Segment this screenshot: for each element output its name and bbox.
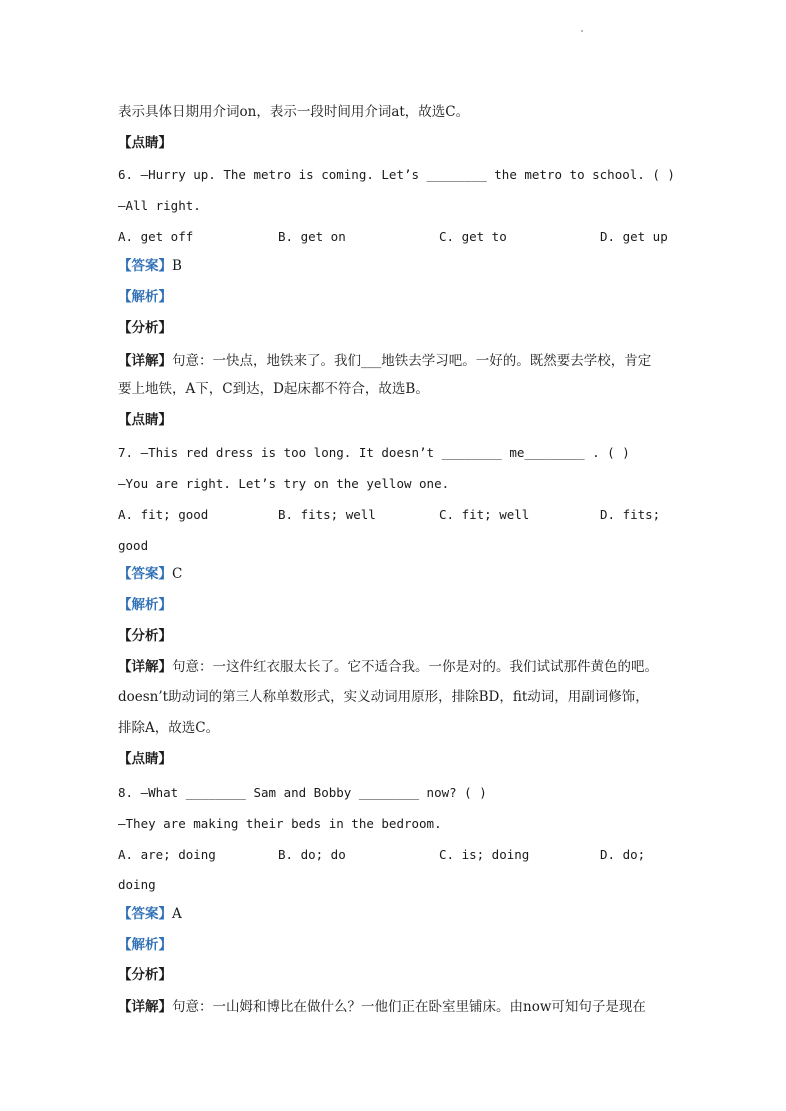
q8-option-wrap: doing bbox=[118, 877, 156, 892]
q7-option-d[interactable]: D. fits; bbox=[600, 507, 661, 522]
q8-stem: 8. —What ________ Sam and Bobby ________ now? ( ) bbox=[118, 785, 487, 800]
q8-fenxi-label: 【分析】 bbox=[118, 967, 172, 983]
q6-option-b[interactable]: B. get on bbox=[278, 229, 346, 244]
q7-detail-line1 bbox=[118, 658, 658, 676]
q7-option-c[interactable]: C. fit; well bbox=[439, 507, 530, 522]
q7-option-wrap: good bbox=[118, 538, 149, 553]
q8-reply: —They are making their beds in the bedroom. bbox=[118, 816, 442, 831]
dianjing-label: 【点睛】 bbox=[118, 135, 172, 151]
q6-detail-line1 bbox=[118, 352, 651, 370]
answer-label: 【答案】 bbox=[118, 258, 172, 274]
q8-answer-value: A bbox=[172, 906, 182, 922]
answer-label: 【答案】 bbox=[118, 566, 172, 582]
q6-detail-text1: 句意：一快点，地铁来了。我们___地铁去学习吧。一好的。既然要去学校，肯定 bbox=[172, 353, 652, 369]
q7-dianjing-label: 【点睛】 bbox=[118, 751, 172, 767]
q8-xiangjie-label: 【详解】 bbox=[118, 999, 172, 1015]
q6-jiexi-label: 【解析】 bbox=[118, 289, 172, 305]
q6-xiangjie-label: 【详解】 bbox=[118, 353, 172, 369]
q6-detail-line2: 要上地铁，A下，C到达，D起床都不符合，故选B。 bbox=[118, 381, 429, 397]
q8-answer bbox=[118, 905, 182, 923]
q7-xiangjie-label: 【详解】 bbox=[118, 659, 172, 675]
q6-option-d[interactable]: D. get up bbox=[600, 229, 668, 244]
q7-answer-value: C bbox=[172, 566, 183, 582]
q6-dianjing-label: 【点睛】 bbox=[118, 412, 172, 428]
q6-answer bbox=[118, 257, 182, 275]
q7-option-a[interactable]: A. fit; good bbox=[118, 507, 209, 522]
q8-detail-line1 bbox=[118, 998, 646, 1016]
q8-jiexi-label: 【解析】 bbox=[118, 937, 172, 953]
q7-detail-line3: 排除A，故选C。 bbox=[118, 720, 220, 736]
scan-dot bbox=[581, 30, 583, 32]
q6-stem: 6. —Hurry up. The metro is coming. Let’s ________ the metro to school. ( ) bbox=[118, 167, 675, 182]
q6-reply: —All right. bbox=[118, 198, 201, 213]
q6-option-c[interactable]: C. get to bbox=[439, 229, 507, 244]
q7-fenxi-label: 【分析】 bbox=[118, 628, 172, 644]
intro-text: 表示具体日期用介词on，表示一段时间用介词at，故选C。 bbox=[118, 104, 470, 120]
q7-detail-text1: 句意：一这件红衣服太长了。它不适合我。一你是对的。我们试试那件黄色的吧。 bbox=[172, 659, 658, 675]
answer-label: 【答案】 bbox=[118, 906, 172, 922]
q7-jiexi-label: 【解析】 bbox=[118, 597, 172, 613]
q8-option-b[interactable]: B. do; do bbox=[278, 847, 346, 862]
q8-option-a[interactable]: A. are; doing bbox=[118, 847, 216, 862]
q7-option-b[interactable]: B. fits; well bbox=[278, 507, 376, 522]
q8-detail-text1: 句意：一山姆和博比在做什么？一他们正在卧室里铺床。由now可知句子是现在 bbox=[172, 999, 646, 1015]
q8-option-d[interactable]: D. do; bbox=[600, 847, 646, 862]
q6-fenxi-label: 【分析】 bbox=[118, 320, 172, 336]
q7-detail-line2: doesn’t助动词的第三人称单数形式，实义动词用原形，排除BD，fit动词，用副词修饰， bbox=[118, 689, 649, 705]
q7-reply: —You are right. Let’s try on the yellow one. bbox=[118, 476, 450, 491]
q7-stem: 7. —This red dress is too long. It doesn’t ________ me________ . ( ) bbox=[118, 445, 630, 460]
q6-answer-value: B bbox=[172, 258, 182, 274]
q7-answer bbox=[118, 565, 182, 583]
q8-option-c[interactable]: C. is; doing bbox=[439, 847, 530, 862]
q6-option-a[interactable]: A. get off bbox=[118, 229, 194, 244]
